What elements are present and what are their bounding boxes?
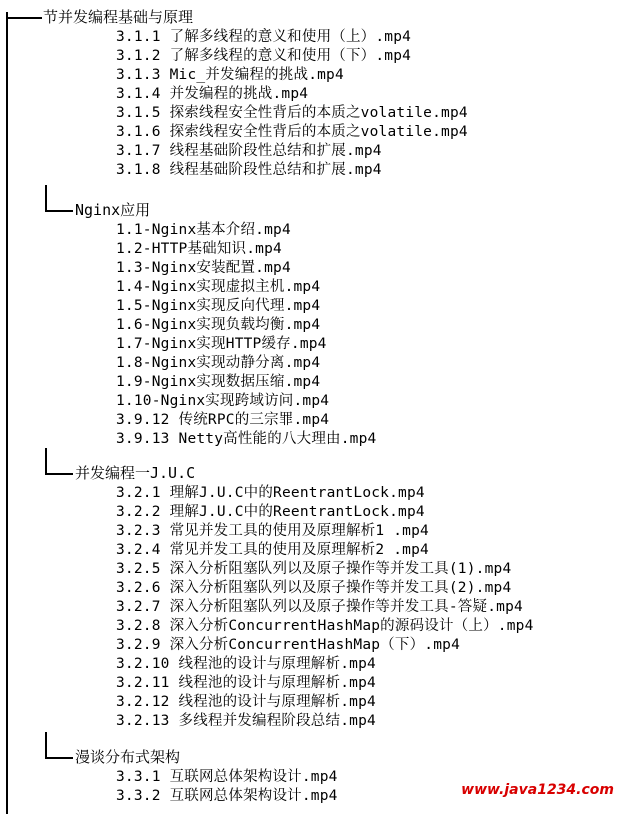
file-item[interactable]: 3.1.6 探索线程安全性背后的本质之volatile.mp4 [116,124,468,140]
file-item[interactable]: 1.1-Nginx基本介绍.mp4 [116,222,291,238]
file-item[interactable]: 3.2.11 线程池的设计与原理解析.mp4 [116,675,376,691]
file-item[interactable]: 3.2.3 常见并发工具的使用及原理解析1 .mp4 [116,523,429,539]
file-item[interactable]: 3.1.1 了解多线程的意义和使用（上）.mp4 [116,29,412,45]
file-item[interactable]: 3.1.2 了解多线程的意义和使用（下）.mp4 [116,48,412,64]
file-item[interactable]: 1.3-Nginx安装配置.mp4 [116,260,291,276]
file-item[interactable]: 3.3.2 互联网总体架构设计.mp4 [116,788,338,804]
folder-title[interactable]: 节并发编程基础与原理 [43,8,194,26]
file-item[interactable]: 1.5-Nginx实现反向代理.mp4 [116,298,321,314]
file-item[interactable]: 3.1.3 Mic_并发编程的挑战.mp4 [116,67,344,83]
folder-title[interactable]: 漫谈分布式架构 [75,748,181,766]
tree-trunk-line [6,12,8,814]
file-item[interactable]: 3.2.6 深入分析阻塞队列以及原子操作等并发工具(2).mp4 [116,580,512,596]
file-item[interactable]: 3.2.10 线程池的设计与原理解析.mp4 [116,656,376,672]
section-branch-line [45,473,73,475]
file-item[interactable]: 3.1.4 并发编程的挑战.mp4 [116,86,309,102]
file-item[interactable]: 3.2.2 理解J.U.C中的ReentrantLock.mp4 [116,504,425,520]
file-item[interactable]: 3.9.12 传统RPC的三宗罪.mp4 [116,412,330,428]
file-item[interactable]: 3.2.5 深入分析阻塞队列以及原子操作等并发工具(1).mp4 [116,561,512,577]
file-item[interactable]: 1.9-Nginx实现数据压缩.mp4 [116,374,321,390]
file-item[interactable]: 3.2.12 线程池的设计与原理解析.mp4 [116,694,376,710]
file-item[interactable]: 3.2.4 常见并发工具的使用及原理解析2 .mp4 [116,542,429,558]
file-item[interactable]: 3.2.13 多线程并发编程阶段总结.mp4 [116,713,376,729]
file-item[interactable]: 3.2.7 深入分析阻塞队列以及原子操作等并发工具-答疑.mp4 [116,599,523,615]
root-branch-line [8,17,42,19]
file-item[interactable]: 1.8-Nginx实现动静分离.mp4 [116,355,321,371]
file-item[interactable]: 3.9.13 Netty高性能的八大理由.mp4 [116,431,377,447]
file-item[interactable]: 1.4-Nginx实现虚拟主机.mp4 [116,279,321,295]
folder-title[interactable]: Nginx应用 [75,201,151,219]
section-connector-line [45,448,47,474]
file-item[interactable]: 1.6-Nginx实现负载均衡.mp4 [116,317,321,333]
file-item[interactable]: 1.2-HTTP基础知识.mp4 [116,241,282,257]
file-item[interactable]: 1.7-Nginx实现HTTP缓存.mp4 [116,336,327,352]
file-item[interactable]: 3.2.9 深入分析ConcurrentHashMap（下）.mp4 [116,637,461,653]
file-item[interactable]: 3.2.8 深入分析ConcurrentHashMap的源码设计（上）.mp4 [116,618,534,634]
file-item[interactable]: 1.10-Nginx实现跨域访问.mp4 [116,393,330,409]
file-item[interactable]: 3.3.1 互联网总体架构设计.mp4 [116,769,338,785]
section-connector-line [45,732,47,758]
section-branch-line [45,757,73,759]
section-connector-line [45,185,47,211]
section-branch-line [45,210,73,212]
file-item[interactable]: 3.1.8 线程基础阶段性总结和扩展.mp4 [116,162,382,178]
file-item[interactable]: 3.1.5 探索线程安全性背后的本质之volatile.mp4 [116,105,468,121]
file-item[interactable]: 3.1.7 线程基础阶段性总结和扩展.mp4 [116,143,382,159]
file-item[interactable]: 3.2.1 理解J.U.C中的ReentrantLock.mp4 [116,485,425,501]
folder-title[interactable]: 并发编程一J.U.C [75,464,196,482]
watermark: www.java1234.com [461,782,614,798]
